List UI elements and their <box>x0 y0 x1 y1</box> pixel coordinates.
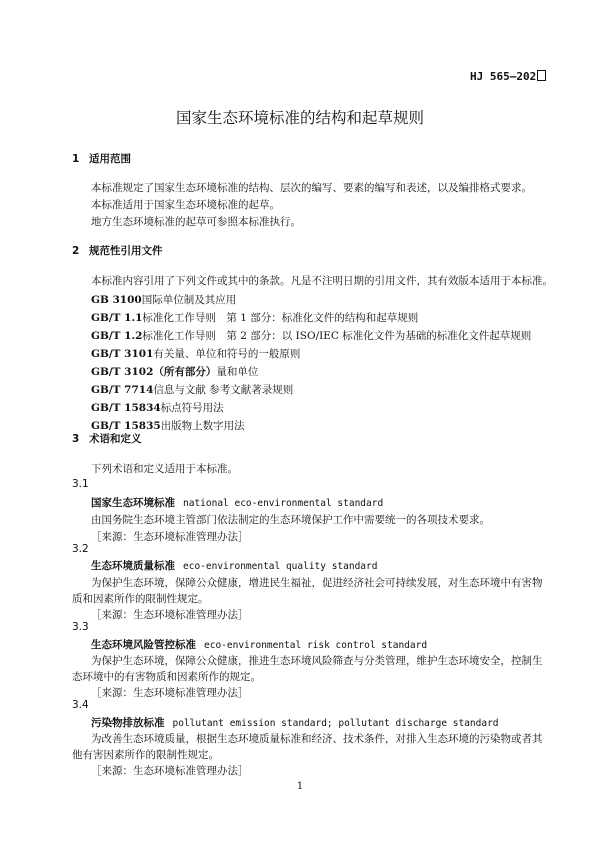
paragraph: 地方生态环境标准的起草可参照本标准执行。 <box>91 216 301 228</box>
term-definition: 他有害因素所作的限制性规定。 <box>72 749 219 761</box>
reference-code: GB/T 15835 <box>91 420 161 432</box>
paragraph: 本标准内容引用了下列文件或其中的条款。凡是不注明日期的引用文件，其有效版本适用于本标准。 <box>91 275 553 287</box>
term-heading <box>91 715 499 730</box>
clause-number: 3.2 <box>72 543 89 555</box>
term-zh: 污染物排放标准 <box>91 717 165 729</box>
reference-code: GB/T 1.2 <box>91 330 143 342</box>
term-source: ［来源：生态环境标准管理办法］ <box>91 765 249 777</box>
section-1-heading <box>72 151 131 166</box>
clause-number: 3.4 <box>72 699 89 711</box>
reference-title: 国际单位制及其应用 <box>141 294 237 306</box>
section-2-number: 2 <box>72 245 80 257</box>
term-definition: 由国务院生态环境主管部门依法制定的生态环境保护工作中需要统一的各项技术要求。 <box>91 514 490 526</box>
section-3-number: 3 <box>72 433 80 445</box>
reference-code: GB/T 1.1 <box>91 312 143 324</box>
term-en: eco-environmental risk control standard <box>204 640 428 651</box>
term-definition: 质和因素所作的限制性规定。 <box>72 593 209 605</box>
term-zh: 生态环境质量标准 <box>91 560 175 572</box>
term-source: ［来源：生态环境标准管理办法］ <box>91 687 249 699</box>
reference-title: 有关量、单位和符号的一般原则 <box>153 348 301 360</box>
section-1-title: 适用范围 <box>89 153 131 165</box>
term-definition: 为保护生态环境，保障公众健康，增进民生福祉，促进经济社会可持续发展，对生态环境中有害物 <box>91 577 543 589</box>
section-1-number: 1 <box>72 153 80 165</box>
reference-title: 量和单位 <box>216 366 259 378</box>
term-source: ［来源：生态环境标准管理办法］ <box>91 531 249 543</box>
standard-code-text: HJ 565—202 <box>470 70 537 83</box>
reference-title: 标点符号用法 <box>160 402 224 414</box>
reference-code: GB/T 3102（所有部分） <box>91 366 217 378</box>
paragraph: 本标准规定了国家生态环境标准的结构、层次的编写、要素的编写和表述，以及编排格式要求。 <box>91 182 532 194</box>
term-definition: 为改善生态环境质量，根据生态环境质量标准和经济、技术条件，对排入生态环境的污染物或者其 <box>91 733 543 745</box>
reference-item <box>91 328 531 343</box>
reference-code: GB/T 15834 <box>91 402 161 414</box>
clause-number: 3.1 <box>72 478 89 490</box>
reference-item <box>91 292 236 307</box>
clause-number: 3.3 <box>72 621 89 633</box>
standard-code <box>470 70 546 83</box>
placeholder-box-icon <box>537 70 546 81</box>
reference-title: 标准化工作导则 第 2 部分：以 ISO/IEC 标准化文件为基础的标准化文件起草规则 <box>142 330 532 342</box>
section-3-title: 术语和定义 <box>89 433 142 445</box>
reference-code: GB/T 3101 <box>91 348 154 360</box>
reference-title: 出版物上数字用法 <box>160 420 245 432</box>
paragraph: 下列术语和定义适用于本标准。 <box>91 463 238 475</box>
reference-item <box>91 310 418 325</box>
term-definition: 为保护生态环境，保障公众健康，推进生态环境风险筛查与分类管理，维护生态环境安全，控制生 <box>91 655 543 667</box>
term-en: pollutant emission standard; pollutant discharge standard <box>172 718 499 729</box>
term-heading <box>91 637 427 652</box>
paragraph: 本标准适用于国家生态环境标准的起草。 <box>91 199 280 211</box>
term-zh: 国家生态环境标准 <box>91 497 175 509</box>
term-zh: 生态环境风险管控标准 <box>91 639 196 651</box>
reference-item <box>91 346 300 361</box>
term-en: national eco-environmental standard <box>183 498 384 509</box>
page-number: 1 <box>296 781 304 792</box>
page-title: 国家生态环境标准的结构和起草规则 <box>175 109 424 127</box>
section-2-title: 规范性引用文件 <box>89 245 163 257</box>
reference-item <box>91 400 224 415</box>
term-heading <box>91 558 377 573</box>
term-source: ［来源：生态环境标准管理办法］ <box>91 609 249 621</box>
section-2-heading <box>72 243 163 258</box>
term-heading <box>91 495 383 510</box>
reference-item <box>91 364 258 379</box>
section-3-heading <box>72 431 142 446</box>
reference-item <box>91 382 293 397</box>
reference-title: 信息与文献 参考文献著录规则 <box>153 384 294 396</box>
term-en: eco-environmental quality standard <box>183 561 378 572</box>
reference-title: 标准化工作导则 第 1 部分：标准化文件的结构和起草规则 <box>142 312 419 324</box>
reference-code: GB 3100 <box>91 294 142 306</box>
reference-code: GB/T 7714 <box>91 384 154 396</box>
term-definition: 态环境中的有害物质和因素所作的规定。 <box>72 671 261 683</box>
